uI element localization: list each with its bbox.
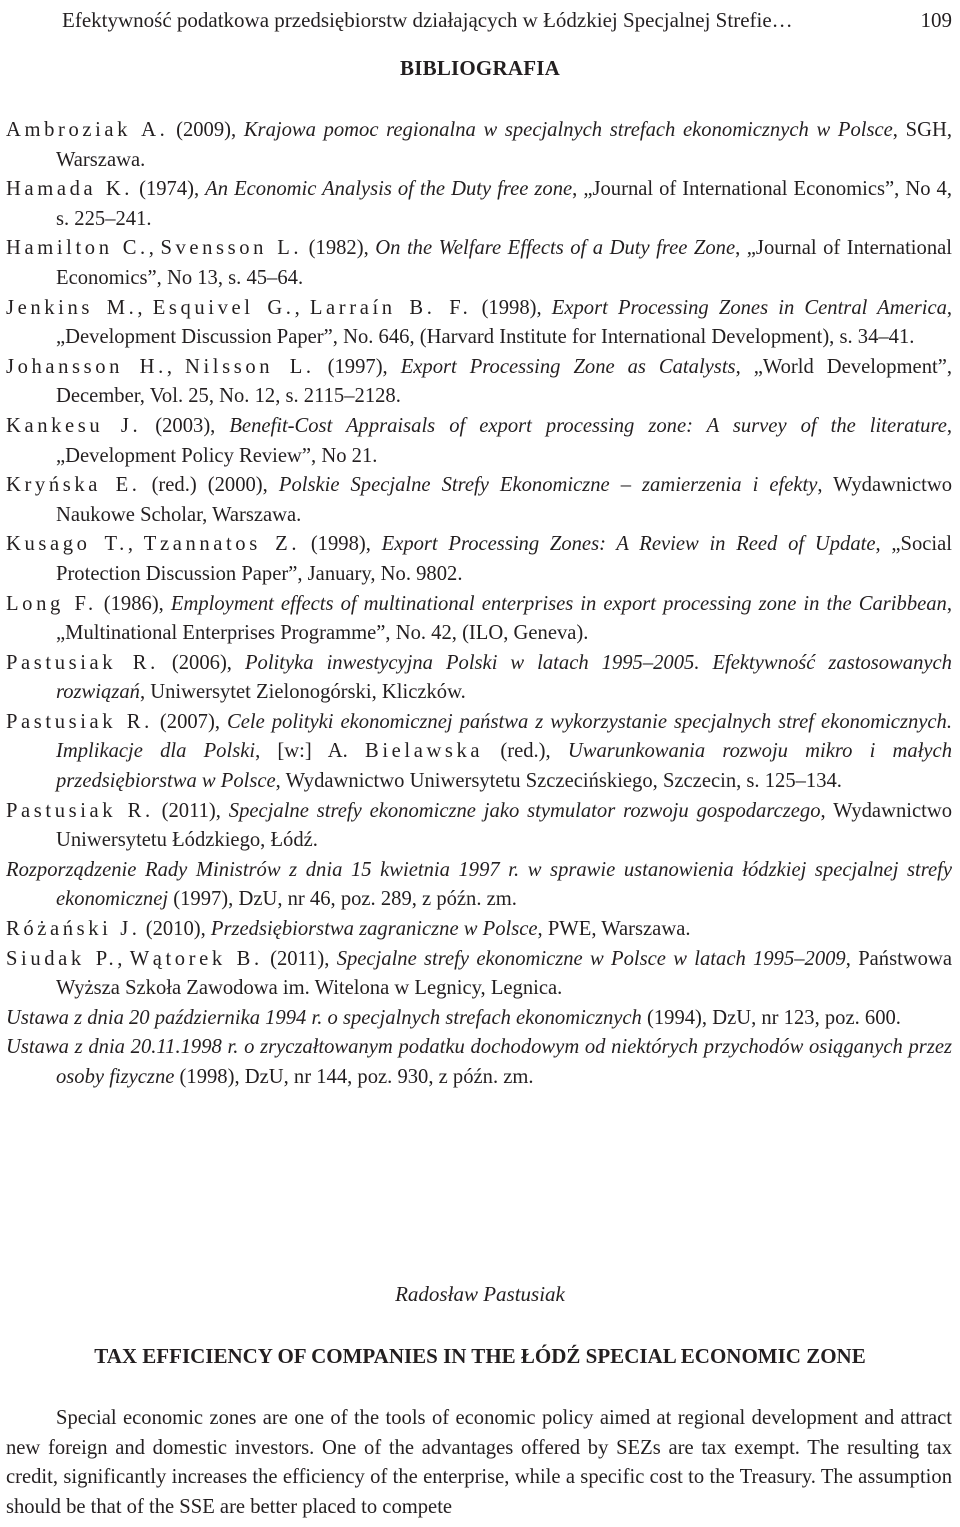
entry-author: Long F.: [6, 592, 97, 615]
bibliography-entry: Pastusiak R. (2011), Specjalne strefy ekonomiczne jako stymulator rozwoju gospodarczego, Wydawnictwo Uniwersytetu Łódzkiego, Łódź.: [6, 799, 952, 852]
entry-author: Kryńska E.: [6, 474, 141, 497]
bibliography-entry: Rozporządzenie Rady Ministrów z dnia 15 kwietnia 1997 r. w sprawie ustanowienia łódzkiej specjalnej strefy ekonomicznej (1997), DzU, nr 46, poz. 289, z późn. zm.: [6, 858, 952, 911]
bibliography-entry: Ustawa z dnia 20 października 1994 r. o specjalnych strefach ekonomicznych (1994), DzU, nr 123, poz. 600.: [6, 1006, 901, 1029]
entry-title: Export Processing Zones in Central America: [551, 296, 947, 319]
entry-title: Przedsiębiorstwa zagraniczne w Polsce: [210, 918, 538, 941]
running-header: [62, 0, 952, 40]
bibliography-entry: Pastusiak R. (2007), Cele polityki ekonomicznej państwa z wykorzystanie specjalnych stref ekonomicznych. Implikacje dla Polski, [w:] A. Bielawska (red.), Uwarunkowania rozwoju mikro i małych przedsiębiorstwa w Polsce, Wydawnictwo Uniwersytetu Szczecińskiego, Szczecin, s. 125–134.: [6, 710, 952, 793]
entry-author: Różański J.: [6, 918, 141, 941]
summary-title: TAX EFFICIENCY OF COMPANIES IN THE ŁÓDŹ SPECIAL ECONOMIC ZONE: [94, 1344, 866, 1368]
page-number: 109: [920, 7, 952, 32]
entry-title: Specjalne strefy ekonomiczne jako stymulator rozwoju gospodarczego: [228, 799, 821, 822]
bibliography-entry: Pastusiak R. (2006), Polityka inwestycyjna Polski w latach 1995–2005. Efektywność zastosowanych rozwiązań, Uniwersytet Zielonogórski, Kliczków.: [6, 651, 952, 704]
entry-author: Bielawska: [364, 740, 484, 763]
entry-title: Ustawa z dnia 20 października 1994 r. o specjalnych strefach ekonomicznych: [6, 1006, 642, 1029]
bibliography-entry: Kankesu J. (2003), Benefit-Cost Appraisals of export processing zone: A survey of the literature, „Development Policy Review”, No 21.: [6, 414, 952, 467]
entry-title: Uwarunkowania rozwoju mikro i małych przedsiębiorstwa w Polsce: [56, 740, 952, 793]
entry-author: Tzannatos Z.: [143, 533, 301, 556]
entry-title: Krajowa pomoc regionalna w specjalnych strefach ekonomicznych w Polsce: [243, 119, 893, 141]
bibliography-entry: Hamilton C., Svensson L. (1982), On the Welfare Effects of a Duty free Zone, „Journal of International Economics”, No 13, s. 45–64.: [6, 237, 952, 289]
entry-title: Rozporządzenie Rady Ministrów z dnia 15 kwietnia 1997 r. w sprawie ustanowienia łódzkiej specjalnej strefy ekonomicznej: [6, 858, 952, 911]
running-title: Efektywność podatkowa przedsiębiorstw działających w Łódzkiej Specjalnej Strefie…: [62, 7, 793, 32]
entry-author: Larraín B. F.: [309, 296, 472, 319]
entry-author: Siudak P.: [6, 947, 118, 970]
entry-author: Kankesu J.: [6, 414, 142, 437]
bibliography-entry: Kryńska E. (red.) (2000), Polskie Specjalne Strefy Ekonomiczne – zamierzenia i efekty, Wydawnictwo Naukowe Scholar, Warszawa.: [6, 474, 953, 526]
entry-author: Svensson L.: [160, 237, 303, 260]
entry-title: Cele polityki ekonomicznej państwa z wykorzystanie specjalnych stref ekonomicznych. Implikacje dla Polski: [56, 710, 952, 763]
entry-title: Export Processing Zones: A Review in Reed of Update: [381, 533, 876, 556]
entry-author: Nilsson L.: [185, 355, 315, 378]
bibliography-entry: Siudak P., Wątorek B. (2011), Specjalne strefy ekonomiczne w Polsce w latach 1995–2009, Państwowa Wyższa Szkoła Zawodowa im. Witelona w Legnicy, Legnica.: [6, 947, 952, 1000]
bibliography-entry: Johansson H., Nilsson L. (1997), Export Processing Zone as Catalysts, „World Development”, December, Vol. 25, No. 12, s. 2115–2128.: [6, 355, 953, 408]
entry-author: Jenkins M.: [6, 296, 138, 319]
entry-title: Polskie Specjalne Strefy Ekonomiczne – zamierzenia i efekty: [278, 474, 818, 497]
bibliography-entry: Ambroziak A. (2009), Krajowa pomoc regionalna w specjalnych strefach ekonomicznych w Polsce, SGH, Warszawa.: [6, 119, 952, 171]
entry-title: Benefit-Cost Appraisals of export processing zone: A survey of the literature: [229, 414, 947, 437]
entry-author: Ambroziak A.: [6, 119, 169, 141]
entry-title: Employment effects of multinational enterprises in export processing zone in the Caribbean: [170, 592, 947, 615]
entry-title: Ustawa z dnia 20.11.1998 r. o zryczałtowanym podatku dochodowym od niektórych przychodów osiąganych przez osoby fizyczne: [6, 1036, 952, 1088]
entry-title: Export Processing Zone as Catalysts: [400, 355, 736, 378]
entry-author: Wątorek B.: [129, 947, 263, 970]
entry-author: Esquivel G.: [152, 296, 295, 319]
bibliography-entry: Jenkins M., Esquivel G., Larraín B. F. (1998), Export Processing Zones in Central America, „Development Discussion Paper”, No. 646, (Harvard Institute for International Development), s. 34–41.: [6, 296, 953, 349]
entry-author: Pastusiak R.: [6, 799, 154, 822]
entry-title: On the Welfare Effects of a Duty free Zone: [375, 237, 736, 260]
entry-title: Polityka inwestycyjna Polski w latach 1995–2005. Efektywność zastosowanych rozwiązań: [56, 651, 952, 704]
entry-author: Pastusiak R.: [6, 651, 159, 674]
summary-author: Radosław Pastusiak: [395, 1282, 565, 1306]
bibliography-entry: Różański J. (2010), Przedsiębiorstwa zagraniczne w Polsce, PWE, Warszawa.: [6, 918, 691, 941]
entry-title: An Economic Analysis of the Duty free zone: [205, 178, 573, 201]
entry-author: Kusago T.: [6, 533, 128, 556]
bibliography-entry: Long F. (1986), Employment effects of multinational enterprises in export processing zone in the Caribbean, „Multinational Enterprises Programme”, No. 42, (ILO, Geneva).: [6, 592, 952, 645]
entry-author: Johansson H.: [6, 355, 167, 378]
bibliography-entry: Kusago T., Tzannatos Z. (1998), Export Processing Zones: A Review in Reed of Update, „Social Protection Discussion Paper”, January, No. 9802.: [6, 533, 952, 585]
bibliography-entry: Ustawa z dnia 20.11.1998 r. o zryczałtowanym podatku dochodowym od niektórych przychodów osiąganych przez osoby fizyczne (1998), DzU, nr 144, poz. 930, z późn. zm.: [6, 1036, 952, 1088]
entry-title: Specjalne strefy ekonomiczne w Polsce w latach 1995–2009: [336, 947, 846, 970]
entry-author: Hamilton C.: [6, 237, 149, 260]
bibliography-list: [6, 116, 952, 1093]
summary-abstract: Special economic zones are one of the tools of economic policy aimed at regional development and attract new foreign and domestic investors. One of the advantages offered by SEZs are tax exempt. The resulting tax credit, significantly increases the efficiency of the enterprise, while a specific cost to the Treasury. The assumption should be that of the SSE are better placed to compete: [6, 1407, 952, 1518]
bibliography-heading: BIBLIOGRAFIA: [400, 56, 560, 80]
entry-author: Hamada K.: [6, 178, 134, 201]
bibliography-entry: Hamada K. (1974), An Economic Analysis of the Duty free zone, „Journal of International Economics”, No 4, s. 225–241.: [6, 178, 952, 230]
entry-author: Pastusiak R.: [6, 710, 153, 733]
